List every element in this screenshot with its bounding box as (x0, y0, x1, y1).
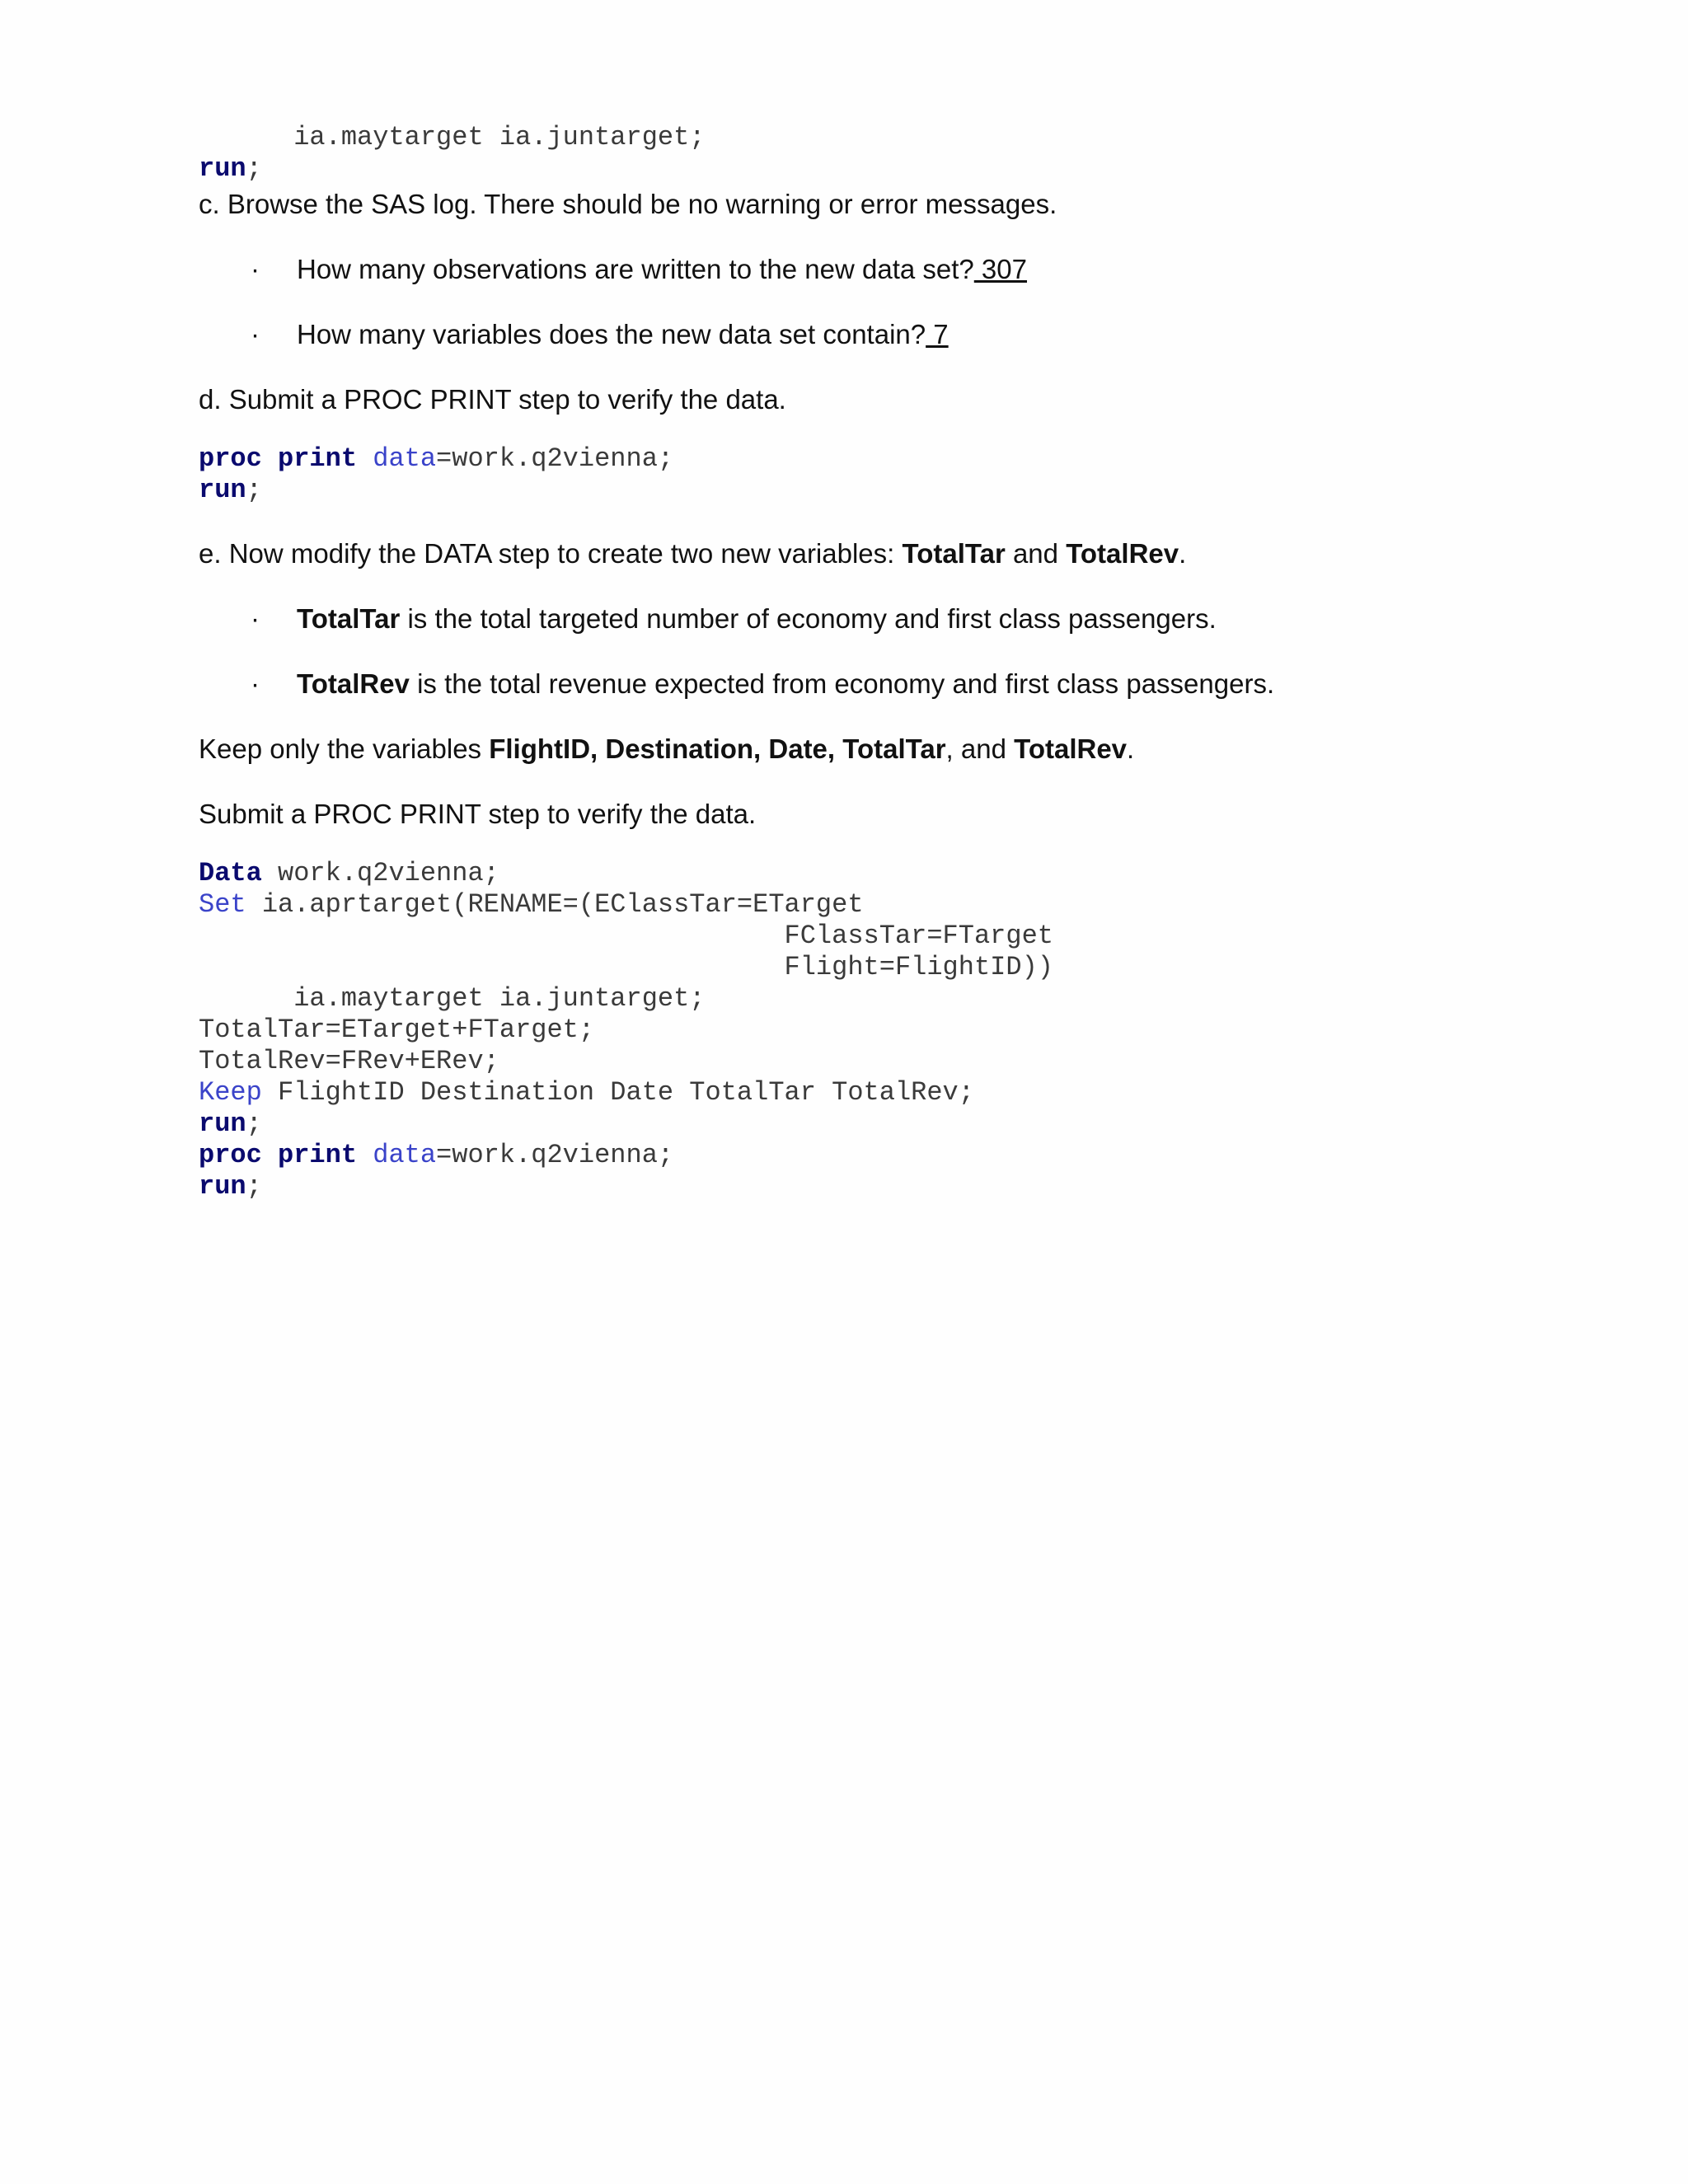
variable-name: TotalRev (297, 668, 410, 699)
code-line (199, 443, 673, 475)
step-d-text: d. Submit a PROC PRINT step to verify the data. (199, 384, 786, 415)
code-option: Set (199, 889, 246, 920)
code-line (199, 1171, 262, 1202)
code-text: ; (246, 1108, 262, 1139)
code-text: ; (246, 1171, 262, 1202)
text-run: and (1005, 538, 1067, 569)
variable-list: FlightID, Destination, Date, TotalTar (489, 733, 946, 764)
bullet-text (297, 318, 949, 351)
code-text: ; (246, 475, 262, 505)
code-line (199, 1108, 262, 1140)
code-keyword: proc print (199, 1140, 358, 1170)
code-keyword: run (199, 153, 246, 184)
bullet-icon: · (251, 603, 260, 634)
code-text: work.q2vienna; (261, 858, 499, 888)
code-text: ia.aprtarget(RENAME=(EClassTar=ETarget (246, 889, 864, 920)
code-keyword: run (199, 475, 246, 505)
bullet-icon: · (251, 668, 260, 699)
variable-name: TotalTar (902, 538, 1006, 569)
code-text: =work.q2vienna; (436, 1140, 674, 1170)
bullet-text (297, 602, 1217, 635)
code-line (199, 889, 864, 921)
code-keyword: Data (199, 858, 262, 888)
code-line (199, 858, 499, 889)
variable-name: TotalRev (1014, 733, 1128, 764)
bullet-icon: · (251, 254, 260, 284)
text-run: e. Now modify the DATA step to create two new variables: (199, 538, 903, 569)
step-e-text (199, 537, 1186, 570)
keep-text (199, 733, 1134, 766)
bullet-text (297, 668, 1274, 701)
code-line (199, 1077, 974, 1108)
code-keyword: proc print (199, 443, 358, 474)
code-text: =work.q2vienna; (436, 443, 674, 474)
code-line: ia.maytarget ia.juntarget; (199, 983, 706, 1014)
text-run: . (1179, 538, 1187, 569)
code-line (199, 153, 262, 185)
code-line: Flight=FlightID)) (199, 952, 1053, 982)
text-run: is the total revenue expected from economy and first class passengers. (409, 668, 1275, 699)
question-text: How many variables does the new data set contain? (297, 319, 926, 349)
question-text: How many observations are written to the new data set? (297, 254, 974, 284)
answer-text: 307 (973, 254, 1027, 284)
code-text: ; (246, 153, 262, 184)
code-line: ia.maytarget ia.juntarget; (199, 122, 706, 152)
code-option: data (373, 1140, 437, 1170)
code-keyword: run (199, 1171, 246, 1202)
answer-text: 7 (926, 319, 949, 349)
variable-name: TotalRev (1066, 538, 1179, 569)
text-run: , and (945, 733, 1015, 764)
step-c-text: c. Browse the SAS log. There should be no warning or error messages. (199, 189, 1057, 219)
code-line: TotalTar=ETarget+FTarget; (199, 1015, 595, 1045)
submit-text: Submit a PROC PRINT step to verify the data. (199, 799, 757, 829)
code-line: FClassTar=FTarget (199, 921, 1053, 951)
code-line (199, 1140, 673, 1171)
code-keyword: run (199, 1108, 246, 1139)
bullet-icon: · (251, 319, 260, 349)
text-run: is the total targeted number of economy and first class passengers. (400, 603, 1217, 634)
bullet-text (297, 253, 1027, 286)
code-line (199, 475, 262, 506)
code-option: Keep (199, 1077, 262, 1108)
code-line: TotalRev=FRev+ERev; (199, 1046, 499, 1076)
variable-name: TotalTar (297, 603, 401, 634)
code-option: data (373, 443, 437, 474)
text-run: Keep only the variables (199, 733, 490, 764)
text-run: . (1127, 733, 1135, 764)
code-text: FlightID Destination Date TotalTar TotalRev; (261, 1077, 974, 1108)
